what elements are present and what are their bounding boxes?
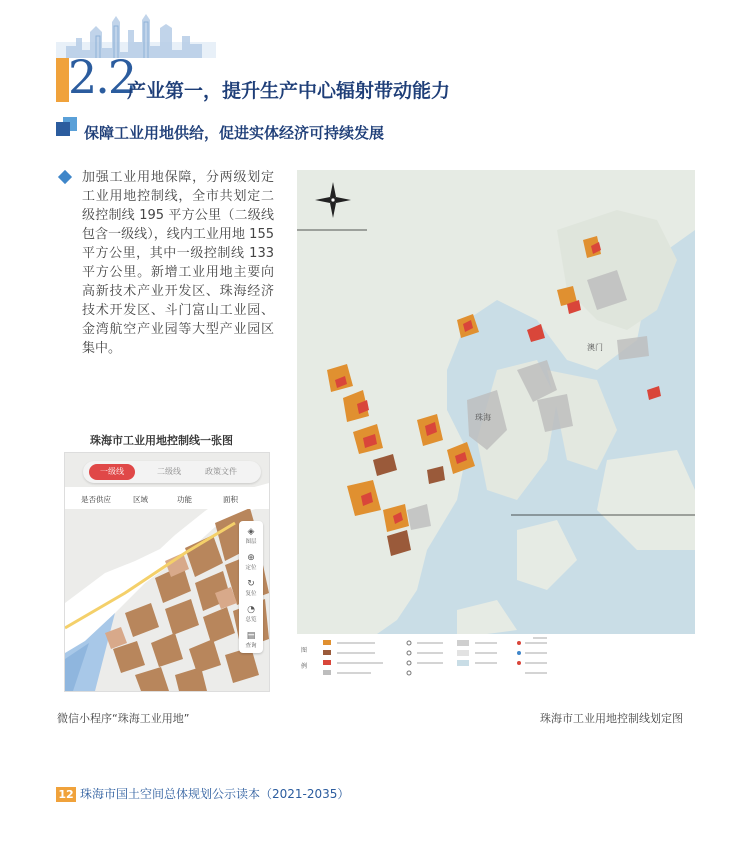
- filter-district[interactable]: 区域: [133, 495, 148, 504]
- svg-text:例: 例: [301, 663, 308, 670]
- subheading-square-dark: [56, 122, 70, 136]
- reset-tool-button[interactable]: ↻ 复位: [239, 579, 263, 597]
- caption-mini-program: 微信小程序“珠海工业用地”: [57, 712, 190, 725]
- layers-tool-button[interactable]: ◈ 图层: [239, 527, 263, 545]
- caption-map: 珠海市工业用地控制线划定图: [540, 712, 683, 725]
- locate-tool-button[interactable]: ⊕ 定位: [239, 553, 263, 571]
- mini-program-screenshot: [64, 452, 270, 692]
- map-label-macau: 澳门: [587, 343, 603, 352]
- search-tool-button[interactable]: ▤ 查询: [239, 631, 263, 649]
- filter-bar: [65, 487, 269, 509]
- section-number: 2.2: [68, 50, 136, 104]
- search-icon: ▤: [246, 631, 256, 641]
- subheading: 保障工业用地供给，促进实体经济可持续发展: [84, 124, 385, 142]
- tab-second-level[interactable]: 二级线: [157, 467, 181, 476]
- layers-icon: ◈: [247, 527, 255, 537]
- tab-first-level[interactable]: 一级线: [89, 464, 135, 480]
- section-title: 产业第一，提升生产中心辐射带动能力: [127, 80, 451, 102]
- map-graphic: [297, 170, 695, 690]
- tab-policy-files[interactable]: 政策文件: [205, 467, 237, 476]
- stats-icon: ◔: [247, 605, 255, 615]
- map-label-zhuhai: 珠海: [475, 413, 491, 422]
- page-number: 12: [56, 787, 76, 802]
- filter-supply[interactable]: 是否供应: [81, 495, 111, 504]
- footer-title: 珠海市国土空间总体规划公示读本（2021-2035）: [80, 787, 350, 801]
- mini-program-title: 珠海市工业用地控制线一张图: [90, 434, 233, 447]
- locate-icon: ⊕: [247, 553, 255, 563]
- svg-text:图: 图: [301, 647, 308, 654]
- industrial-land-map: [297, 170, 695, 690]
- filter-function[interactable]: 功能: [177, 495, 192, 504]
- body-paragraph: 加强工业用地保障，分两级划定工业用地控制线，全市共划定二级控制线 195 平方公里（二级线包含一级线），线内工业用地 155 平方公里，其中一级控制线 133 平方公里。新增工业用地主要向高新技术产业开发区、珠海经济技术开发区、斗门富山工业园、金湾航空产业园等大型产业园区集中。: [82, 170, 274, 356]
- level-tabs: [83, 461, 261, 483]
- stats-tool-button[interactable]: ◔ 总览: [239, 605, 263, 623]
- map-side-toolbar: [239, 521, 263, 653]
- bullet-diamond-icon: [58, 170, 72, 184]
- reset-icon: ↻: [247, 579, 255, 589]
- filter-area[interactable]: 面积: [223, 495, 238, 504]
